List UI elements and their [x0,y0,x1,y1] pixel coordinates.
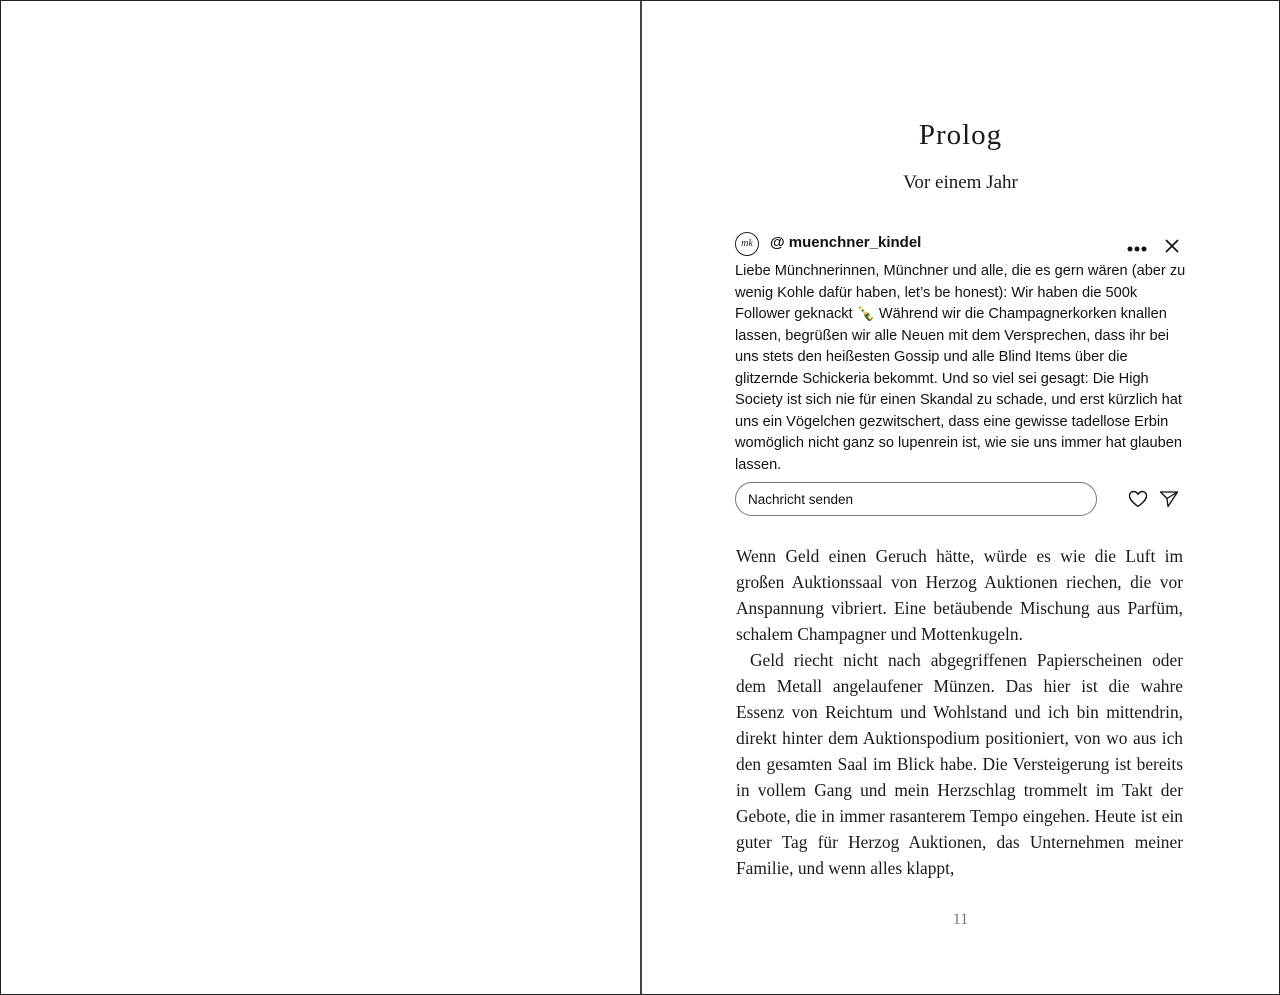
chapter-title: Prolog [918,119,1003,151]
paragraph: Wenn Geld einen Geruch hätte, würde es wie die Luft im großen Auktionssaal von Herzog Auktionen riechen, die vor Anspannung vibriert. Eine betäubende Mischung aus Parfüm, schalem Champagner und Mottenkugeln. [736,546,1183,644]
close-icon[interactable] [1164,238,1180,259]
chapter-subtitle: Vor einem Jahr [903,172,1018,193]
paragraph: Geld riecht nicht nach abgegriffenen Papierscheinen oder dem Metall angelaufener Münzen. Das hier ist die wahre Essenz von Reichtum und Wohlstand und ich bin mittendrin, direkt hinter dem Auktionspodium positioniert, von wo aus ich den gesamten Saal im Blick habe. Die Versteigerung ist bereits in vollem Gang und mein Herzschlag trommelt im Takt der Gebote, die in immer rasanterem Tempo eingehen. Heute ist ein guter Tag für Herzog Auktionen, das Unternehmen meiner Familie, und wenn alles klappt, [736,650,1183,878]
left-page [1,1,642,994]
post-handle[interactable]: @ muenchner_kindel [770,234,922,251]
heart-icon[interactable] [1128,490,1148,513]
post-text: Liebe Münchnerinnen, Münchner und alle, die es gern wären (aber zu wenig Kohle dafür haben, let’s be honest): Wir haben die 500k Follower geknackt 🍾 Während wir die Champagnerkorken knallen lassen, begrüßen wir alle Neuen mit dem Versprechen, dass ihr bei uns stets den heißesten Gossip und alle Blind Items über die glitzernde Schickeria bekommt. Und so viel sei gesagt: Die High Society ist sich nie für einen Skandal zu schade, und erst kürzlich hat uns ein Vögelchen gezwitschert, dass eine gewisse tadellose Erbin womöglich nicht ganz so lupenrein ist, wie sie uns immer hat glauben lassen. [735,263,1186,473]
post-header [735,231,1185,261]
post-footer [735,482,1185,522]
prose [736,543,1183,881]
right-page [642,1,1279,994]
avatar[interactable]: mk [735,232,759,256]
send-icon[interactable] [1159,490,1179,513]
message-input[interactable] [735,482,1097,516]
more-icon[interactable] [1127,239,1147,257]
social-post [735,231,1185,522]
page-number: 11 [952,911,969,928]
